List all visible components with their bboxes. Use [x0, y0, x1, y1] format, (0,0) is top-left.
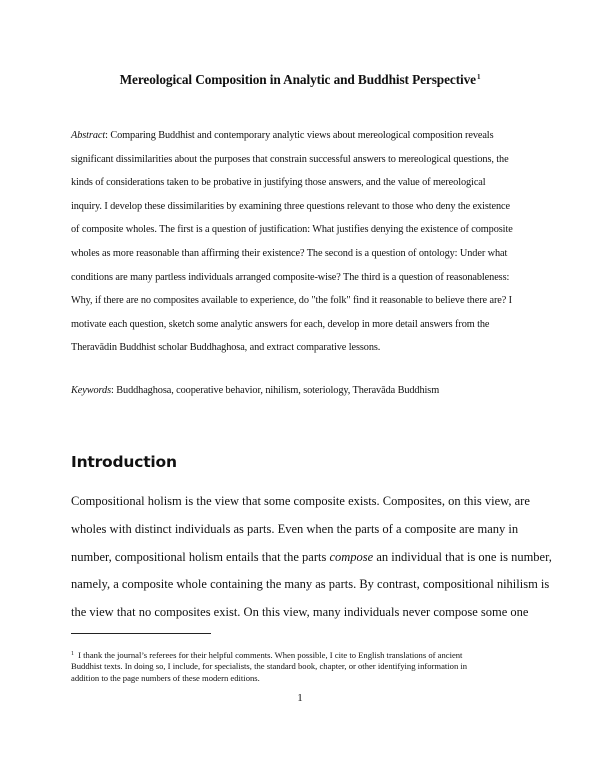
emphasis-compose: compose [329, 549, 374, 564]
abstract-line: inquiry. I develop these dissimilarities by examining three questions relevant to those who deny the existence [71, 200, 510, 212]
abstract-label: Abstract [71, 130, 106, 141]
body-line [71, 544, 551, 572]
footnote-line: addition to the page numbers of these modern editions. [71, 672, 260, 683]
section-heading: Introduction [71, 453, 177, 471]
abstract-line: conditions are many partless individuals arranged composite-wise? The third is a question of reasonableness: [71, 271, 510, 283]
abstract-line: of composite wholes. The first is a question of justification: What justifies denying the existence of composite [71, 224, 513, 236]
body-line: namely, a composite whole containing the many as parts. By contrast, compositional nihilism is [71, 577, 550, 592]
footnote [71, 649, 543, 684]
body-line: wholes with distinct individuals as parts. Even when the parts of a composite are many in [71, 521, 519, 536]
abstract-line: Why, if there are no composites available to experience, do "the folk" find it reasonable to believe there are? I [71, 295, 513, 307]
body-line-text: number, compositional holism entails that the parts [71, 549, 330, 564]
keywords [71, 385, 543, 396]
keywords-label: Keywords [71, 385, 112, 396]
footnote-separator [71, 633, 211, 634]
footnote-marker: 1 [71, 651, 74, 657]
body-paragraph [71, 488, 551, 627]
page-number: 1 [297, 692, 303, 704]
abstract-line [71, 124, 543, 148]
footnote-line-text: I thank the journal’s referees for their helpful comments. When possible, I cite to English translations of ancient [76, 650, 463, 660]
paper-title-text: Mereological Composition in Analytic and Buddhist Perspective [119, 72, 476, 87]
title-footnote-marker[interactable]: 1 [476, 73, 481, 81]
body-line-text: an individual that is one is number, [373, 549, 552, 564]
abstract-line: wholes as more reasonable than affirming their existence? The second is a question of ontology: Under what [71, 247, 508, 259]
keywords-text: : Buddhaghosa, cooperative behavior, nihilism, soteriology, Theravāda Buddhism [111, 385, 440, 396]
abstract-line: Theravādin Buddhist scholar Buddhaghosa, and extract comparative lessons. [71, 342, 381, 354]
body-line: the view that no composites exist. On this view, many individuals never compose some one [71, 605, 529, 620]
abstract-line: kinds of considerations taken to be probative in justifying those answers, and the value of mereological [71, 177, 486, 189]
abstract-line: motivate each question, sketch some analytic answers for each, develop in more detail answers from the [71, 318, 490, 330]
footnote-line: Buddhist texts. In doing so, I include, for specialists, the standard book, chapter, or other identifying information in [71, 661, 468, 672]
paper-title [0, 72, 600, 88]
footnote-line [71, 649, 543, 661]
abstract-line-text: : Comparing Buddhist and contemporary analytic views about mereological composition reveals [105, 130, 494, 141]
abstract-line: significant dissimilarities about the purposes that constrain successful answers to mereological questions, the [71, 153, 509, 165]
body-line: Compositional holism is the view that some composite exists. Composites, on this view, are [71, 494, 530, 508]
abstract [71, 124, 543, 360]
